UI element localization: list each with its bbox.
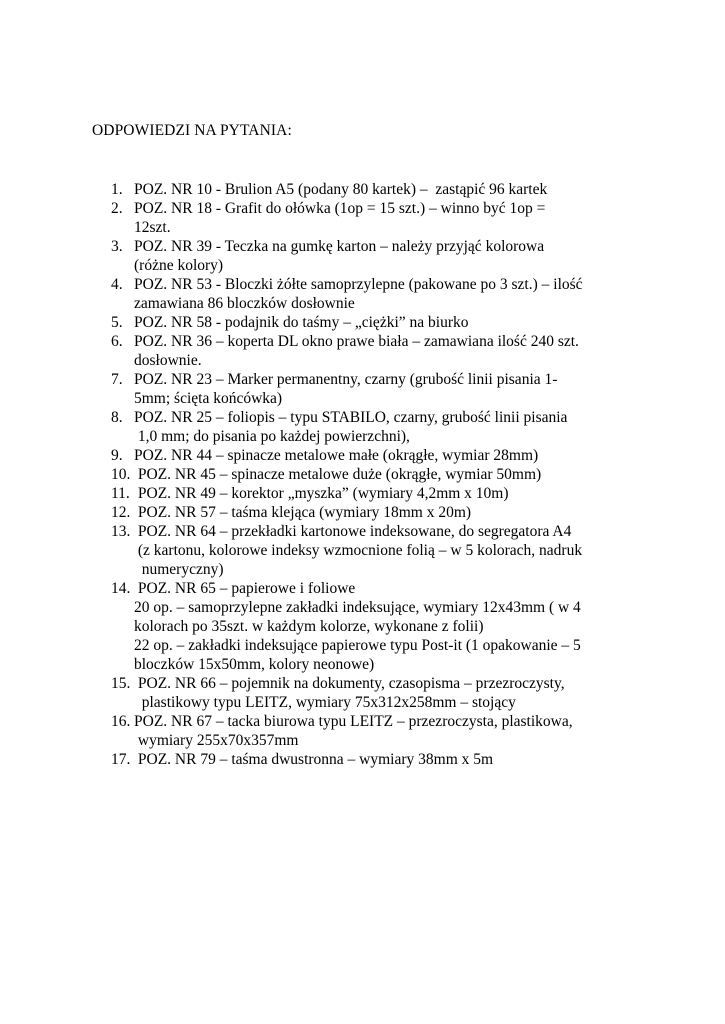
list-item [0,275,725,313]
list-item-continuation: kolorach po 35szt. w każdym kolorze, wykonane z folii) [134,618,484,635]
list-item [0,750,725,769]
list-item [0,465,725,484]
list-item [0,199,725,237]
list-item [0,712,725,750]
list-item-text: POZ. NR 10 - Brulion A5 (podany 80 kartek) – zastąpić 96 kartek [134,181,548,198]
list-item-number: 11. [111,485,130,502]
list-item-continuation: 12szt. [134,219,171,236]
list-item-text: POZ. NR 53 - Bloczki żółte samoprzylepne (pakowane po 3 szt.) – ilość [134,276,583,293]
list-item-number: 5. [111,314,123,331]
list-item-continuation: zamawiana 86 bloczków dosłownie [134,295,355,312]
list-item-number: 8. [111,409,123,426]
list-item-text: POZ. NR 36 – koperta DL okno prawe biała – zamawiana ilość 240 szt. [134,333,579,350]
list-item-continuation: numeryczny) [134,561,224,578]
list-item-text: POZ. NR 44 – spinacze metalowe małe (okrągłe, wymiar 28mm) [134,447,539,464]
list-item-number: 12. [111,504,131,521]
list-item-text: POZ. NR 45 – spinacze metalowe duże (okrągłe, wymiar 50mm) [134,466,542,483]
list-item-continuation: 1,0 mm; do pisania po każdej powierzchni), [134,428,410,445]
list-item-number: 14. [111,580,131,597]
list-item-continuation: 20 op. – samoprzylepne zakładki indeksujące, wymiary 12x43mm ( w 4 [134,599,581,616]
list-item [0,522,725,579]
list-item-text: POZ. NR 25 – foliopis – typu STABILO, czarny, grubość linii pisania [134,409,568,426]
list-item-text: POZ. NR 58 - podajnik do taśmy – „ciężki” na biurko [134,314,469,331]
list-item-number: 7. [111,371,123,388]
list-item-number: 2. [111,200,123,217]
list-item-number: 9. [111,447,123,464]
list-item-continuation: dosłownie. [134,352,202,369]
list-item-number: 17. [111,751,131,768]
list-item-text: POZ. NR 57 – taśma klejąca (wymiary 18mm x 20m) [134,504,472,521]
list-item-continuation: 5mm; ścięta końcówka) [134,390,283,407]
list-item-number: 16. [111,713,131,730]
list-item-text: POZ. NR 49 – korektor „myszka” (wymiary 4,2mm x 10m) [134,485,509,502]
list-item-text: POZ. NR 39 - Teczka na gumkę karton – należy przyjąć kolorowa [134,238,545,255]
list-item-number: 1. [111,181,123,198]
list-item [0,370,725,408]
list-item-text: POZ. NR 64 – przekładki kartonowe indeksowane, do segregatora A4 [134,523,572,540]
list-item-continuation: 22 op. – zakładki indeksujące papierowe typu Post-it (1 opakowanie – 5 [134,637,581,654]
list-item-text: POZ. NR 79 – taśma dwustronna – wymiary 38mm x 5m [134,751,494,768]
list-item-number: 6. [111,333,123,350]
list-item-text: POZ. NR 66 – pojemnik na dokumenty, czasopisma – przezroczysty, [134,675,565,692]
list-item-text: POZ. NR 23 – Marker permanentny, czarny (grubość linii pisania 1- [134,371,558,388]
document-heading: ODPOWIEDZI NA PYTANIA: [92,122,292,139]
list-item-number: 4. [111,276,123,293]
list-item-continuation: (z kartonu, kolorowe indeksy wzmocnione folią – w 5 kolorach, nadruk [134,542,583,559]
list-item-continuation: plastikowy typu LEITZ, wymiary 75x312x258mm – stojący [134,694,516,711]
list-item [0,674,725,712]
list-item-number: 3. [111,238,123,255]
list-item-continuation: wymiary 255x70x357mm [134,732,299,749]
list-item [0,332,725,370]
list-item [0,446,725,465]
list-item [0,180,725,199]
list-item-text: POZ. NR 67 – tacka biurowa typu LEITZ – przezroczysta, plastikowa, [134,713,573,730]
list-item-text: POZ. NR 65 – papierowe i foliowe [134,580,356,597]
list-item [0,484,725,503]
list-item-number: 13. [111,523,131,540]
list-item-number: 10. [111,466,131,483]
list-item-continuation: (różne kolory) [134,257,224,274]
answers-list [0,180,725,769]
list-item-text: POZ. NR 18 - Grafit do ołówka (1op = 15 szt.) – winno być 1op = [134,200,546,217]
list-item-number: 15. [111,675,131,692]
list-item-continuation: bloczków 15x50mm, kolory neonowe) [134,656,375,673]
list-item [0,408,725,446]
list-item [0,313,725,332]
list-item [0,237,725,275]
list-item [0,503,725,522]
list-item [0,579,725,674]
